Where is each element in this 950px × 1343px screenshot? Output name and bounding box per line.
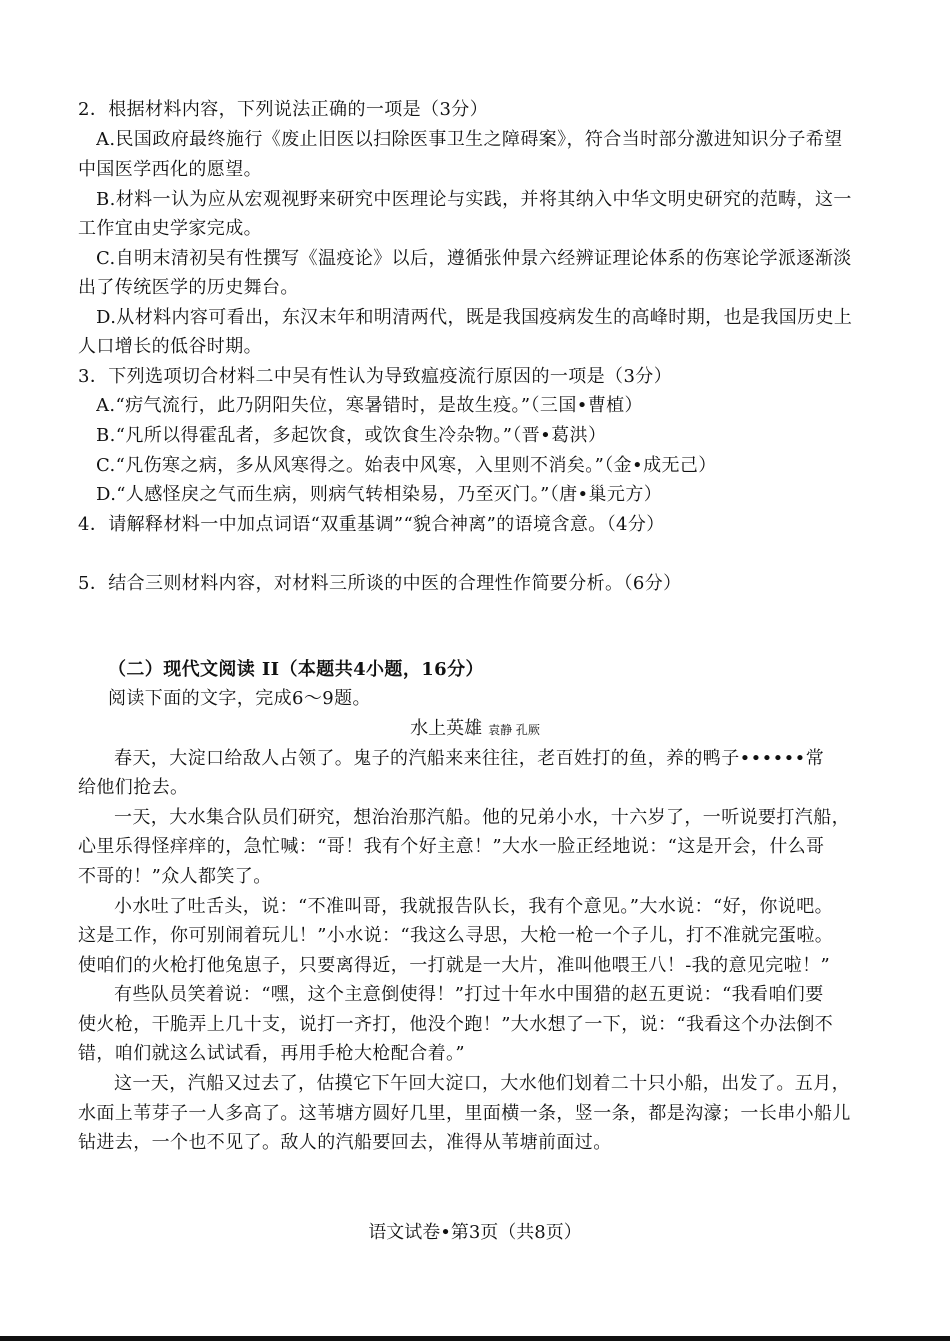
section-instruction: 阅读下面的文字，完成6～9题。 <box>108 688 371 709</box>
story-line: 有些队员笑着说：“嘿，这个主意倒使得！”打过十年水中围猎的赵五更说：“我看咱们要 <box>114 984 824 1005</box>
story-line: 这是工作，你可别闹着玩儿！”小水说：“我这么寻思，大枪一枪一个子儿，打不准就完蛋啦。 <box>78 925 834 946</box>
q2-option-d-cont: 人口增长的低谷时期。 <box>78 336 262 357</box>
story-line: 春天，大淀口给敌人占领了。鬼子的汽船来来往往，老百姓打的鱼，养的鸭子••••••常 <box>114 748 825 769</box>
story-line: 钻进去，一个也不见了。敌人的汽船要回去，准得从苇塘前面过。 <box>78 1132 612 1153</box>
story-line: 这一天，汽船又过去了，估摸它下午回大淀口，大水他们划着二十只小船，出发了。五月， <box>114 1073 850 1094</box>
story-line: 错，咱们就这么试试看，再用手枪大枪配合着。” <box>78 1043 465 1064</box>
story-line: 给他们抢去。 <box>78 777 189 798</box>
q3-option-d: D.“人感怪戾之气而生病，则病气转相染易，乃至灭门。”（唐•巢元方） <box>96 484 663 505</box>
q2-option-b: B.材料一认为应从宏观视野来研究中医理论与实践，并将其纳入中华文明史研究的范畴，这一 <box>96 189 852 210</box>
story-author: 袁静 孔厥 <box>488 723 540 737</box>
story-line: 小水吐了吐舌头，说：“不准叫哥，我就报告队长，我有个意见。”大水说：“好，你说吧。 <box>114 896 834 917</box>
story-title: 水上英雄 <box>410 718 483 739</box>
q2-option-c: C.自明末清初吴有性撰写《温疫论》以后，遵循张仲景六经辨证理论体系的伤寒论学派逐渐淡 <box>96 248 852 269</box>
story-line: 一天，大水集合队员们研究，想治治那汽船。他的兄弟小水，十六岁了，一听说要打汽船， <box>114 807 850 828</box>
q3-option-b: B.“凡所以得霍乱者，多起饮食，或饮食生冷杂物。”（晋•葛洪） <box>96 425 607 446</box>
q3-stem: 3．下列选项切合材料二中吴有性认为导致瘟疫流行原因的一项是（3分） <box>78 366 673 387</box>
story-line: 水面上苇芽子一人多高了。这苇塘方圆好几里，里面横一条，竖一条，都是沟濠；一长串小船儿 <box>78 1103 851 1124</box>
q2-option-b-cont: 工作宜由史学家完成。 <box>78 218 262 239</box>
q3-option-a: A.“疠气流行，此乃阴阳失位，寒暑错时，是故生疫。”（三国•曹植） <box>96 395 643 416</box>
story-line: 不哥的！”众人都笑了。 <box>78 866 272 887</box>
story-line: 使咱们的火枪打他兔崽子，只要离得近，一打就是一大片，准叫他喂王八！-我的意见完啦！” <box>78 955 831 976</box>
story-line: 心里乐得怪痒痒的，急忙喊：“哥！我有个好主意！”大水一脸正经地说：“这是开会，什么哥 <box>78 836 825 857</box>
q2-option-a-cont: 中国医学西化的愿望。 <box>78 159 262 180</box>
bottom-border <box>0 1336 950 1341</box>
q3-option-c: C.“凡伤寒之病，多从风寒得之。始表中风寒，入里则不消矣。”（金•成无己） <box>96 455 717 476</box>
q2-option-a: A.民国政府最终施行《废止旧医以扫除医事卫生之障碍案》，符合当时部分激进知识分子希望 <box>96 129 843 150</box>
story-line: 使火枪，干脆弄上几十支，说打一齐打，他没个跑！”大水想了一下，说：“我看这个办法倒不 <box>78 1014 834 1035</box>
section-heading: （二）现代文阅读 II（本题共4小题，16分） <box>108 659 484 680</box>
page-footer: 语文试卷•第3页（共8页） <box>368 1222 582 1243</box>
q2-stem: 2．根据材料内容，下列说法正确的一项是（3分） <box>78 99 489 120</box>
q5-stem: 5．结合三则材料内容，对材料三所谈的中医的合理性作简要分析。（6分） <box>78 573 682 594</box>
story-title-line <box>0 714 950 745</box>
q2-option-d: D.从材料内容可看出，东汉末年和明清两代，既是我国疫病发生的高峰时期，也是我国历史上 <box>96 307 853 328</box>
q2-option-c-cont: 出了传统医学的历史舞台。 <box>78 277 299 298</box>
q4-stem: 4．请解释材料一中加点词语“双重基调”“貌合神离”的语境含意。（4分） <box>78 514 665 535</box>
